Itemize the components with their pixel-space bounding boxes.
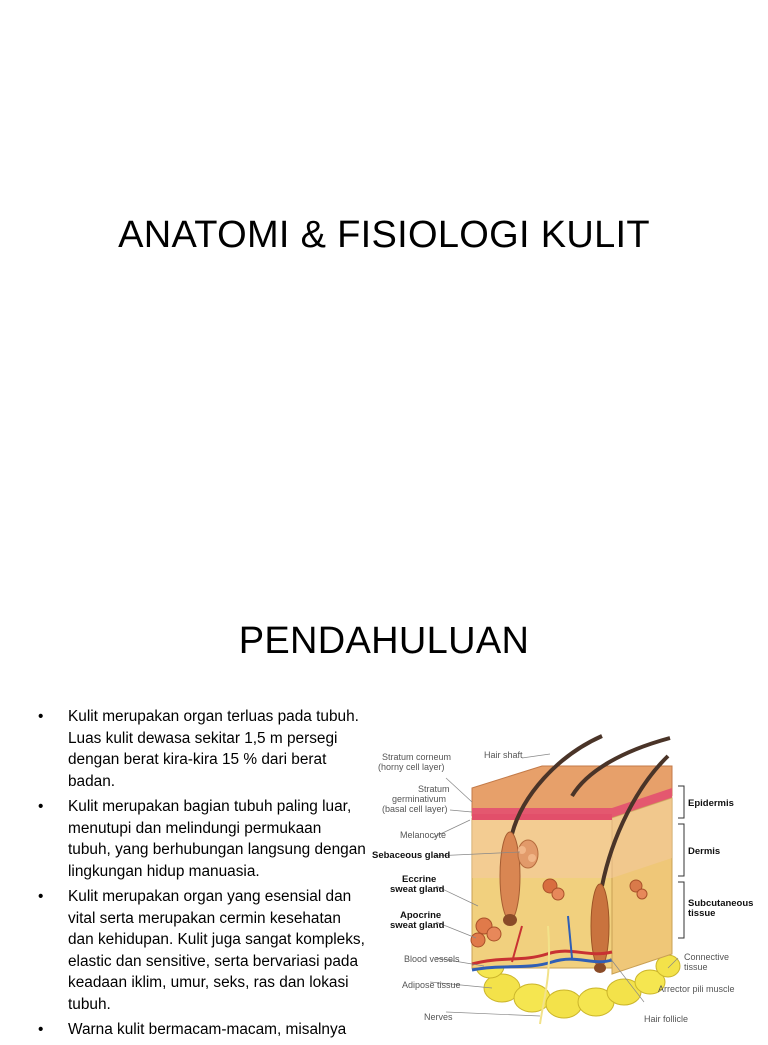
- label-connective-tissue-2: tissue: [684, 962, 708, 972]
- sebaceous-gland: [518, 840, 538, 868]
- bullet-list: [38, 706, 368, 1045]
- bullet-item: • Kulit merupakan organ yang esensial dan vital serta merupakan cermin kesehatan dan kehidupan. Kulit juga sangat kompleks, elastic dan sensitive, serta bervariasi pada keadaan iklim, umur, seks, ras dan lokasi tubuh.: [38, 886, 368, 1015]
- label-melanocyte: Melanocyte: [400, 830, 447, 840]
- bullet-item: • Kulit merupakan bagian tubuh paling luar, menutupi dan melindungi permukaan tubuh, yang berhubungan langsung dengan lingkungan hidup manuasia.: [38, 796, 368, 882]
- layer-brackets: [678, 786, 684, 938]
- slide-heading: PENDAHULUAN: [238, 620, 530, 662]
- label-eccrine: Eccrine: [402, 874, 437, 885]
- label-arrector-pili: Arrector pili muscle: [658, 984, 735, 994]
- label-stratum-germinativum: Stratum: [418, 784, 450, 794]
- label-apocrine-2: sweat gland: [390, 920, 445, 931]
- label-stratum-germinativum-3: (basal cell layer): [382, 804, 448, 814]
- label-connective-tissue: Connective: [684, 952, 730, 962]
- label-eccrine-2: sweat gland: [390, 884, 445, 895]
- label-stratum-corneum-sub: (horny cell layer): [378, 762, 445, 772]
- label-dermis: Dermis: [688, 846, 721, 857]
- label-apocrine: Apocrine: [400, 910, 442, 921]
- label-stratum-germinativum-2: germinativum: [392, 794, 447, 804]
- slide-title: ANATOMI & FISIOLOGI KULIT: [118, 214, 650, 256]
- label-adipose-tissue: Adipose tissue: [402, 980, 461, 990]
- content-slide: [0, 576, 768, 1038]
- label-sebaceous-gland: Sebaceous gland: [372, 850, 451, 861]
- label-hair-shaft: Hair shaft: [484, 750, 523, 760]
- skin-anatomy-diagram: [372, 726, 768, 1024]
- label-blood-vessels: Blood vessels: [404, 954, 460, 964]
- label-epidermis: Epidermis: [688, 798, 734, 809]
- bullet-item: • Warna kulit bermacam-macam, misalnya: [38, 1019, 368, 1041]
- label-stratum-corneum: Stratum corneum: [382, 752, 452, 762]
- label-hair-follicle: Hair follicle: [644, 1014, 689, 1024]
- label-subcutaneous: Subcutaneous: [688, 898, 754, 909]
- label-subcutaneous-2: tissue: [688, 908, 716, 919]
- label-nerves: Nerves: [424, 1012, 453, 1022]
- bullet-item: • Kulit merupakan organ terluas pada tubuh. Luas kulit dewasa sekitar 1,5 m persegi dengan berat kira-kira 15 % dari berat badan.: [38, 706, 368, 792]
